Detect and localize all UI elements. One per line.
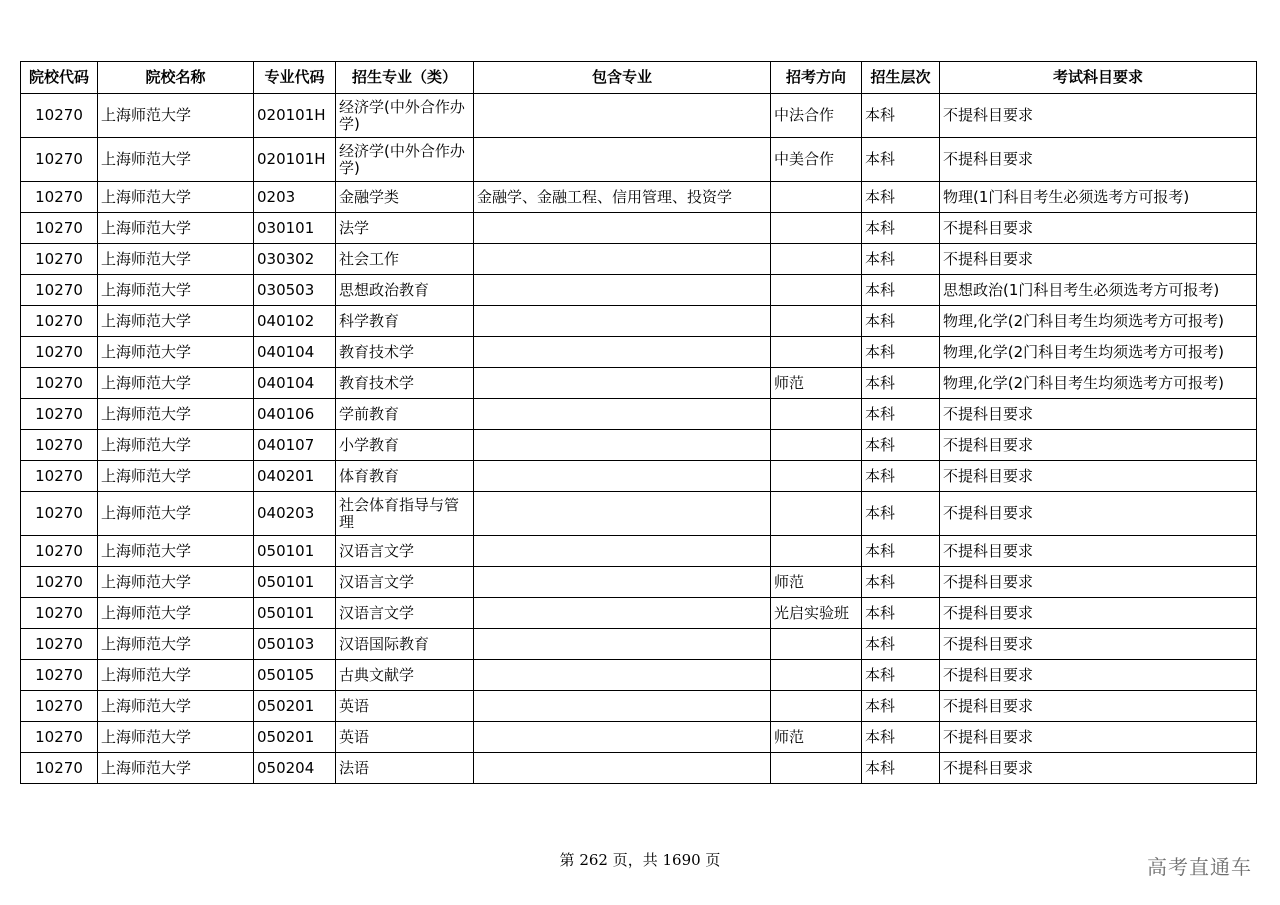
cell-major-code: 040104 — [254, 337, 336, 368]
cell-included-majors — [474, 691, 771, 722]
cell-subject-requirement: 不提科目要求 — [940, 598, 1257, 629]
cell-school-code: 10270 — [21, 536, 98, 567]
cell-major-code: 050201 — [254, 722, 336, 753]
cell-major-code: 030101 — [254, 213, 336, 244]
cell-direction — [771, 244, 862, 275]
cell-school-name: 上海师范大学 — [98, 536, 254, 567]
cell-direction — [771, 492, 862, 536]
cell-subject-requirement: 不提科目要求 — [940, 138, 1257, 182]
cell-school-code: 10270 — [21, 306, 98, 337]
cell-subject-requirement: 不提科目要求 — [940, 94, 1257, 138]
header-major-name: 招生专业（类） — [336, 62, 474, 94]
cell-major-code: 020101H — [254, 138, 336, 182]
cell-level: 本科 — [862, 691, 940, 722]
cell-school-code: 10270 — [21, 94, 98, 138]
cell-included-majors — [474, 430, 771, 461]
cell-major-name: 汉语言文学 — [336, 536, 474, 567]
cell-major-name: 体育教育 — [336, 461, 474, 492]
cell-major-code: 040203 — [254, 492, 336, 536]
cell-subject-requirement: 物理(1门科目考生必须选考方可报考) — [940, 182, 1257, 213]
cell-direction — [771, 337, 862, 368]
cell-major-code: 030302 — [254, 244, 336, 275]
cell-included-majors — [474, 461, 771, 492]
cell-direction: 师范 — [771, 368, 862, 399]
table-row — [21, 598, 1257, 629]
cell-major-code: 050105 — [254, 660, 336, 691]
cell-level: 本科 — [862, 244, 940, 275]
cell-level: 本科 — [862, 430, 940, 461]
cell-included-majors — [474, 492, 771, 536]
cell-included-majors — [474, 399, 771, 430]
cell-major-name: 英语 — [336, 691, 474, 722]
cell-major-code: 0203 — [254, 182, 336, 213]
header-level: 招生层次 — [862, 62, 940, 94]
cell-school-name: 上海师范大学 — [98, 337, 254, 368]
cell-included-majors — [474, 629, 771, 660]
cell-subject-requirement: 不提科目要求 — [940, 629, 1257, 660]
cell-level: 本科 — [862, 660, 940, 691]
cell-direction — [771, 691, 862, 722]
table-row — [21, 244, 1257, 275]
cell-major-name: 经济学(中外合作办学) — [336, 94, 474, 138]
cell-school-name: 上海师范大学 — [98, 368, 254, 399]
cell-level: 本科 — [862, 629, 940, 660]
cell-major-name: 法语 — [336, 753, 474, 784]
cell-school-name: 上海师范大学 — [98, 275, 254, 306]
cell-direction — [771, 213, 862, 244]
cell-major-name: 教育技术学 — [336, 337, 474, 368]
cell-school-code: 10270 — [21, 691, 98, 722]
cell-direction: 中法合作 — [771, 94, 862, 138]
watermark: 高考直通车 — [1147, 855, 1252, 879]
cell-included-majors — [474, 306, 771, 337]
cell-major-name: 科学教育 — [336, 306, 474, 337]
cell-major-code: 050204 — [254, 753, 336, 784]
cell-level: 本科 — [862, 598, 940, 629]
cell-subject-requirement: 不提科目要求 — [940, 399, 1257, 430]
cell-subject-requirement: 物理,化学(2门科目考生均须选考方可报考) — [940, 337, 1257, 368]
cell-subject-requirement: 不提科目要求 — [940, 722, 1257, 753]
table-body — [21, 94, 1257, 784]
cell-school-name: 上海师范大学 — [98, 753, 254, 784]
cell-school-name: 上海师范大学 — [98, 306, 254, 337]
cell-subject-requirement: 物理,化学(2门科目考生均须选考方可报考) — [940, 306, 1257, 337]
table-row — [21, 399, 1257, 430]
cell-subject-requirement: 不提科目要求 — [940, 244, 1257, 275]
cell-major-code: 040104 — [254, 368, 336, 399]
cell-school-code: 10270 — [21, 492, 98, 536]
cell-included-majors: 金融学、金融工程、信用管理、投资学 — [474, 182, 771, 213]
admission-major-table — [20, 61, 1257, 784]
cell-major-code: 040107 — [254, 430, 336, 461]
table-row — [21, 567, 1257, 598]
cell-school-name: 上海师范大学 — [98, 138, 254, 182]
cell-level: 本科 — [862, 536, 940, 567]
cell-included-majors — [474, 337, 771, 368]
cell-level: 本科 — [862, 138, 940, 182]
cell-level: 本科 — [862, 567, 940, 598]
cell-school-code: 10270 — [21, 399, 98, 430]
cell-subject-requirement: 思想政治(1门科目考生必须选考方可报考) — [940, 275, 1257, 306]
header-school-code: 院校代码 — [21, 62, 98, 94]
cell-school-code: 10270 — [21, 660, 98, 691]
cell-subject-requirement: 不提科目要求 — [940, 753, 1257, 784]
cell-level: 本科 — [862, 213, 940, 244]
cell-school-name: 上海师范大学 — [98, 722, 254, 753]
cell-direction — [771, 629, 862, 660]
cell-level: 本科 — [862, 306, 940, 337]
cell-school-code: 10270 — [21, 213, 98, 244]
cell-major-code: 050101 — [254, 536, 336, 567]
cell-school-code: 10270 — [21, 138, 98, 182]
table-row — [21, 213, 1257, 244]
cell-major-name: 法学 — [336, 213, 474, 244]
cell-level: 本科 — [862, 94, 940, 138]
cell-school-code: 10270 — [21, 182, 98, 213]
cell-school-name: 上海师范大学 — [98, 629, 254, 660]
cell-major-name: 社会工作 — [336, 244, 474, 275]
cell-major-name: 金融学类 — [336, 182, 474, 213]
cell-included-majors — [474, 138, 771, 182]
cell-major-name: 汉语国际教育 — [336, 629, 474, 660]
cell-school-name: 上海师范大学 — [98, 399, 254, 430]
cell-school-code: 10270 — [21, 461, 98, 492]
cell-level: 本科 — [862, 461, 940, 492]
cell-direction: 中美合作 — [771, 138, 862, 182]
cell-school-name: 上海师范大学 — [98, 567, 254, 598]
cell-level: 本科 — [862, 337, 940, 368]
cell-school-code: 10270 — [21, 567, 98, 598]
cell-school-name: 上海师范大学 — [98, 182, 254, 213]
cell-included-majors — [474, 213, 771, 244]
header-major-code: 专业代码 — [254, 62, 336, 94]
table-row — [21, 94, 1257, 138]
cell-included-majors — [474, 753, 771, 784]
cell-subject-requirement: 不提科目要求 — [940, 461, 1257, 492]
cell-school-name: 上海师范大学 — [98, 691, 254, 722]
cell-included-majors — [474, 275, 771, 306]
cell-subject-requirement: 不提科目要求 — [940, 567, 1257, 598]
header-school-name: 院校名称 — [98, 62, 254, 94]
cell-direction — [771, 399, 862, 430]
cell-school-code: 10270 — [21, 337, 98, 368]
cell-major-name: 汉语言文学 — [336, 598, 474, 629]
cell-major-code: 040201 — [254, 461, 336, 492]
cell-level: 本科 — [862, 368, 940, 399]
cell-school-name: 上海师范大学 — [98, 430, 254, 461]
cell-direction — [771, 536, 862, 567]
cell-major-code: 040106 — [254, 399, 336, 430]
header-included-majors: 包含专业 — [474, 62, 771, 94]
table-row — [21, 138, 1257, 182]
table-row — [21, 753, 1257, 784]
cell-school-name: 上海师范大学 — [98, 598, 254, 629]
cell-school-name: 上海师范大学 — [98, 244, 254, 275]
cell-major-code: 040102 — [254, 306, 336, 337]
cell-school-code: 10270 — [21, 629, 98, 660]
cell-school-code: 10270 — [21, 275, 98, 306]
cell-level: 本科 — [862, 753, 940, 784]
cell-school-name: 上海师范大学 — [98, 660, 254, 691]
cell-major-code: 030503 — [254, 275, 336, 306]
cell-direction — [771, 660, 862, 691]
cell-level: 本科 — [862, 492, 940, 536]
cell-major-name: 思想政治教育 — [336, 275, 474, 306]
cell-level: 本科 — [862, 399, 940, 430]
cell-major-name: 学前教育 — [336, 399, 474, 430]
cell-school-name: 上海师范大学 — [98, 492, 254, 536]
cell-level: 本科 — [862, 182, 940, 213]
cell-school-code: 10270 — [21, 244, 98, 275]
table-row — [21, 368, 1257, 399]
table-row — [21, 430, 1257, 461]
cell-included-majors — [474, 567, 771, 598]
cell-included-majors — [474, 244, 771, 275]
cell-major-name: 汉语言文学 — [336, 567, 474, 598]
cell-included-majors — [474, 722, 771, 753]
cell-direction — [771, 753, 862, 784]
cell-direction: 师范 — [771, 567, 862, 598]
table-row — [21, 722, 1257, 753]
cell-direction — [771, 182, 862, 213]
table-row — [21, 660, 1257, 691]
table-row — [21, 461, 1257, 492]
cell-major-name: 小学教育 — [336, 430, 474, 461]
cell-subject-requirement: 不提科目要求 — [940, 691, 1257, 722]
cell-school-code: 10270 — [21, 430, 98, 461]
cell-school-name: 上海师范大学 — [98, 461, 254, 492]
cell-direction — [771, 306, 862, 337]
cell-major-name: 社会体育指导与管理 — [336, 492, 474, 536]
table-row — [21, 337, 1257, 368]
cell-subject-requirement: 物理,化学(2门科目考生均须选考方可报考) — [940, 368, 1257, 399]
table-row — [21, 536, 1257, 567]
cell-major-name: 古典文献学 — [336, 660, 474, 691]
cell-major-code: 050101 — [254, 567, 336, 598]
cell-subject-requirement: 不提科目要求 — [940, 536, 1257, 567]
cell-major-name: 经济学(中外合作办学) — [336, 138, 474, 182]
cell-level: 本科 — [862, 275, 940, 306]
table-row — [21, 182, 1257, 213]
cell-major-name: 英语 — [336, 722, 474, 753]
cell-included-majors — [474, 368, 771, 399]
cell-major-code: 020101H — [254, 94, 336, 138]
cell-school-code: 10270 — [21, 753, 98, 784]
header-subject-requirement: 考试科目要求 — [940, 62, 1257, 94]
cell-subject-requirement: 不提科目要求 — [940, 213, 1257, 244]
cell-school-code: 10270 — [21, 368, 98, 399]
table-row — [21, 492, 1257, 536]
cell-school-name: 上海师范大学 — [98, 94, 254, 138]
cell-school-code: 10270 — [21, 722, 98, 753]
cell-direction — [771, 461, 862, 492]
table-header-row — [21, 62, 1257, 94]
cell-included-majors — [474, 94, 771, 138]
table-row — [21, 306, 1257, 337]
cell-major-name: 教育技术学 — [336, 368, 474, 399]
table-row — [21, 275, 1257, 306]
header-direction: 招考方向 — [771, 62, 862, 94]
cell-direction — [771, 430, 862, 461]
cell-direction: 光启实验班 — [771, 598, 862, 629]
table-row — [21, 691, 1257, 722]
cell-included-majors — [474, 598, 771, 629]
cell-direction: 师范 — [771, 722, 862, 753]
cell-major-code: 050103 — [254, 629, 336, 660]
table-row — [21, 629, 1257, 660]
cell-major-code: 050201 — [254, 691, 336, 722]
cell-included-majors — [474, 660, 771, 691]
cell-included-majors — [474, 536, 771, 567]
cell-level: 本科 — [862, 722, 940, 753]
cell-school-name: 上海师范大学 — [98, 213, 254, 244]
cell-major-code: 050101 — [254, 598, 336, 629]
page-number: 第 262 页，共 1690 页 — [559, 851, 721, 869]
cell-subject-requirement: 不提科目要求 — [940, 430, 1257, 461]
cell-direction — [771, 275, 862, 306]
cell-subject-requirement: 不提科目要求 — [940, 660, 1257, 691]
cell-school-code: 10270 — [21, 598, 98, 629]
cell-subject-requirement: 不提科目要求 — [940, 492, 1257, 536]
